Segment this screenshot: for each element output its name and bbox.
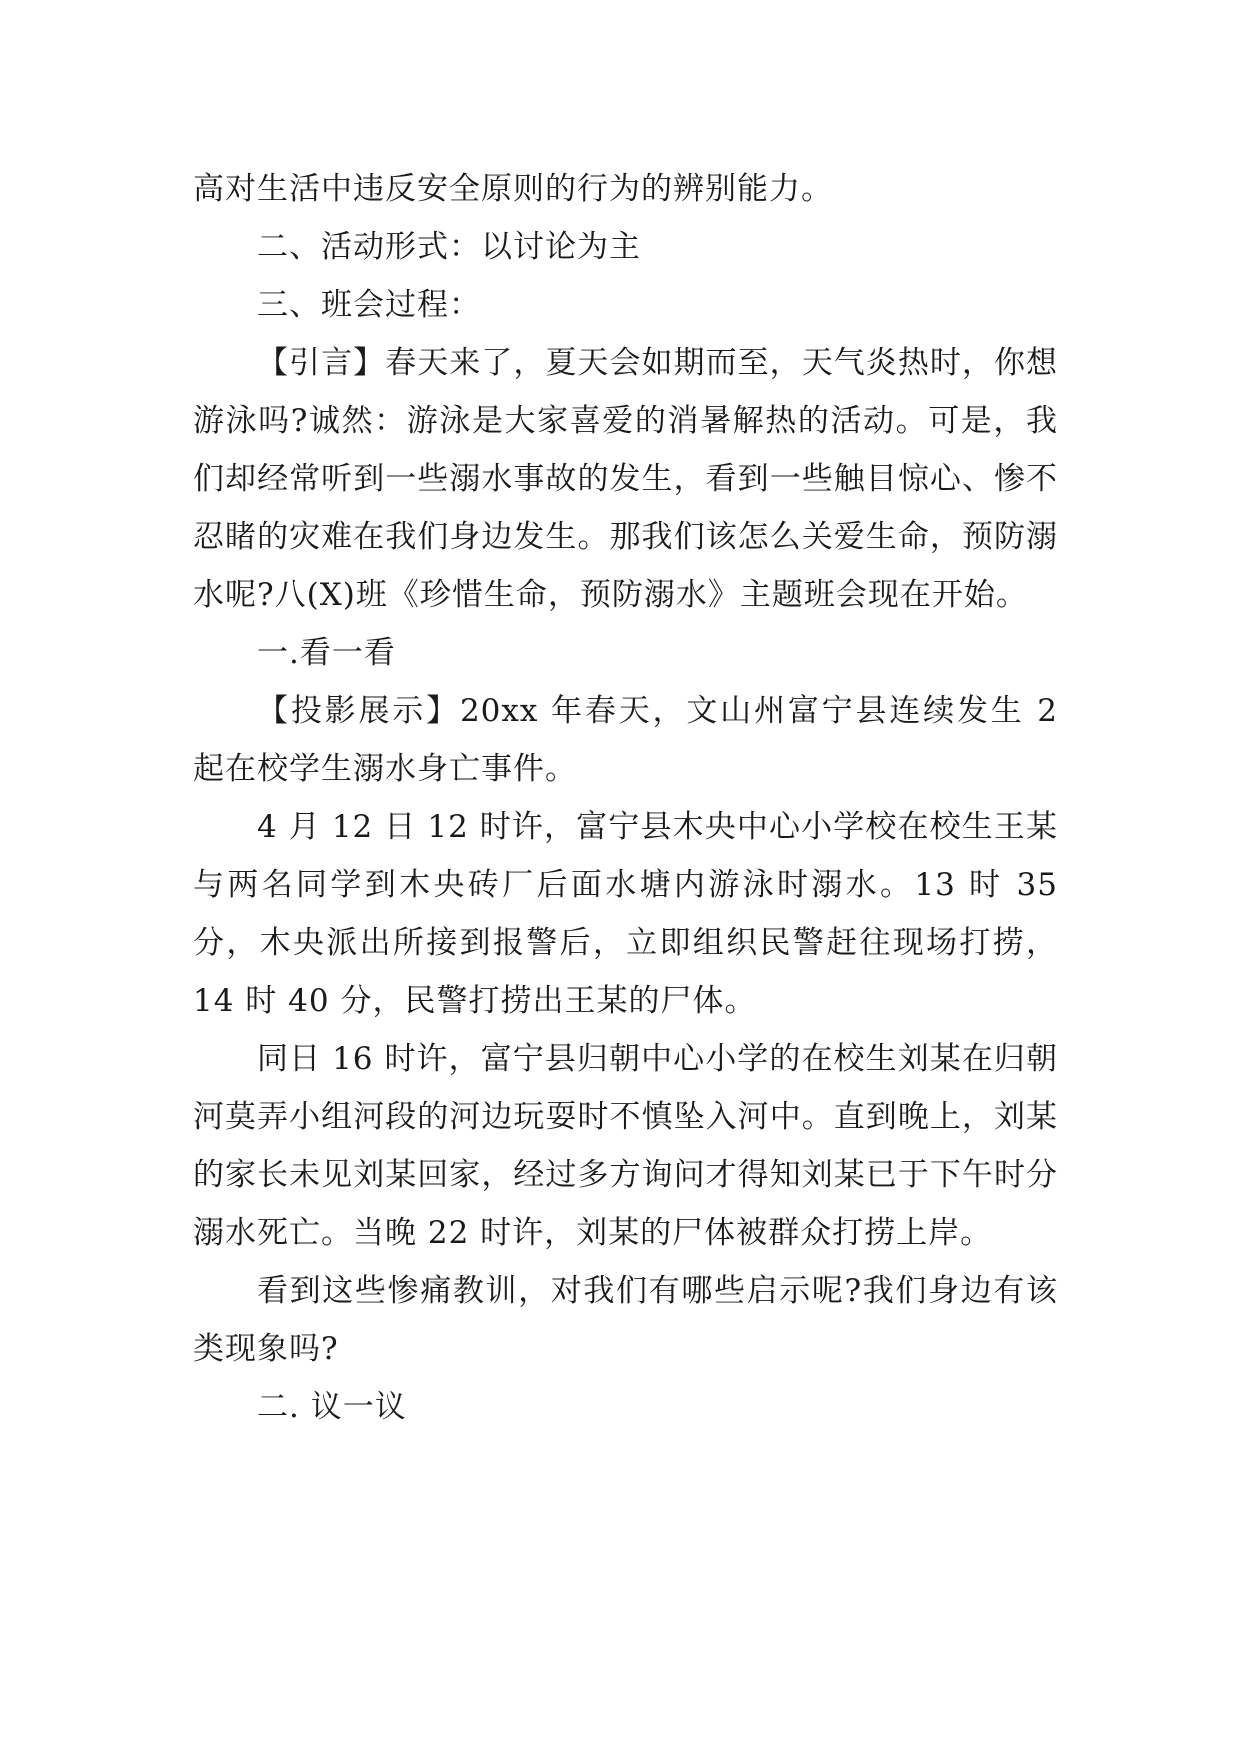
subheading-discuss: 二. 议一议 (257, 1389, 407, 1425)
paragraph-projection: 【投影展示】20xx 年春天，文山州富宁县连续发生 2 起在校学生溺水身亡事件。 (193, 693, 1058, 787)
paragraph-incident-one: 4 月 12 日 12 时许，富宁县木央中心小学校在校生王某与两名同学到木央砖厂后面水塘内游泳时溺水。13 时 35 分，木央派出所接到报警后，立即组织民警赶往现场打捞，14 时 40 分，民警打捞出王某的尸体。 (193, 809, 1058, 1019)
paragraph-reflection: 看到这些惨痛教训，对我们有哪些启示呢?我们身边有该类现象吗? (193, 1273, 1058, 1367)
paragraph-introduction: 【引言】春天来了，夏天会如期而至，天气炎热时，你想游泳吗?诚然：游泳是大家喜爱的消暑解热的活动。可是，我们却经常听到一些溺水事故的发生，看到一些触目惊心、惨不忍睹的灾难在我们身边发生。那我们该怎么关爱生命，预防溺水呢?八(X)班《珍惜生命，预防溺水》主题班会现在开始。 (193, 345, 1058, 613)
paragraph-incident-two: 同日 16 时许，富宁县归朝中心小学的在校生刘某在归朝河莫弄小组河段的河边玩耍时不慎坠入河中。直到晚上，刘某的家长未见刘某回家，经过多方询问才得知刘某已于下午时分溺水死亡。当晚 22 时许，刘某的尸体被群众打捞上岸。 (193, 1041, 1058, 1251)
paragraph-continuation: 高对生活中违反安全原则的行为的辨别能力。 (193, 171, 833, 207)
subheading-look: 一.看一看 (257, 635, 396, 671)
document-body (193, 160, 1058, 1436)
section-heading-activity-form: 二、活动形式：以讨论为主 (257, 229, 641, 265)
section-heading-meeting-process: 三、班会过程： (257, 287, 481, 323)
